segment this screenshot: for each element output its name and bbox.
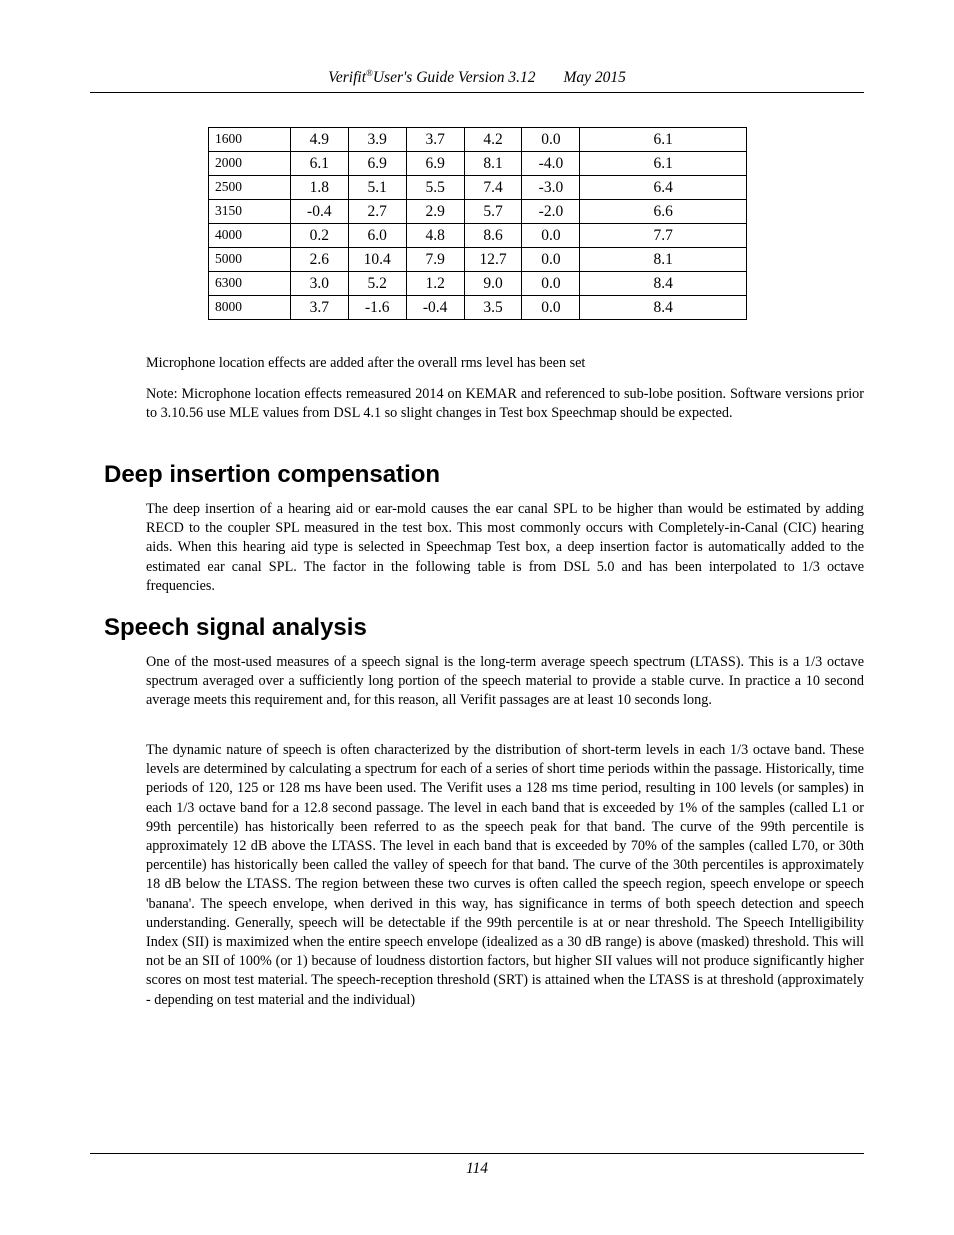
frequency-cell: 4000 bbox=[209, 224, 291, 248]
speech-ltass-paragraph: One of the most-used measures of a speech signal is the long-term average speech spectrum (LTASS). This is a 1/3 octave spectrum averaged over a sufficiently long portion of the speech material to provide a stable curve. In practice a 10 second average meets this requirement and, for this reason, all Verifit passages are at least 10 seconds long. bbox=[146, 654, 864, 709]
value-cell: 2.6 bbox=[290, 248, 348, 272]
value-cell: -4.0 bbox=[522, 152, 580, 176]
table-row bbox=[209, 248, 747, 272]
frequency-cell: 2000 bbox=[209, 152, 291, 176]
value-cell: 3.0 bbox=[290, 272, 348, 296]
page-header bbox=[90, 68, 864, 93]
frequency-cell: 6300 bbox=[209, 272, 291, 296]
value-cell: 6.9 bbox=[348, 152, 406, 176]
frequency-cell: 3150 bbox=[209, 200, 291, 224]
table-row bbox=[209, 176, 747, 200]
trademark-symbol: ® bbox=[366, 68, 373, 78]
value-cell: 0.0 bbox=[522, 272, 580, 296]
value-cell: -3.0 bbox=[522, 176, 580, 200]
header-title: User's Guide Version 3.12 bbox=[372, 69, 536, 86]
page-number: 114 bbox=[465, 1160, 489, 1177]
header-product: Verifit bbox=[328, 69, 366, 86]
value-cell: 1.2 bbox=[406, 272, 464, 296]
value-cell: -2.0 bbox=[522, 200, 580, 224]
table-row bbox=[209, 296, 747, 320]
speech-dynamics-paragraph: The dynamic nature of speech is often characterized by the distribution of short-term levels in each 1/3 octave band. These levels are determined by calculating a spectrum for each of a series of short time periods within the passage. Historically, time periods of 120, 125 or 128 ms have been used. The Verifit uses a 128 ms time period, resulting in 100 levels (or samples) in each 1/3 octave band for a 12.8 second passage. The level in each band that is exceeded by 1% of the samples (called L1 or 99th percentile) has historically been referred to as the speech peak for that band. The curve of the 99th percentile is approximately 12 dB above the LTASS. The level in each band that is exceeded by 70% of the samples (called L70, or 30th percentile) has historically been called the valley of speech for that band. The curve of the 30th percentiles is approximately 18 dB below the LTASS. The region between these two curves is often called the speech region, speech envelope or speech 'banana'. The speech envelope, when derived in this way, has significance in terms of both speech detection and speech understanding. Generally, speech will be detectable if the 99th percentile is at or near threshold. The Speech Intelligibility Index (SII) is maximized when the entire speech envelope (idealized as a 30 dB range) is above (masked) threshold. This will not be an SII of 100% (or 1) because of loudness distortion factors, but higher SII values will not produce significantly higher scores on most test material. The speech-reception threshold (SRT) is attained when the LTASS is at threshold (approximately - depending on test material and the individual) bbox=[146, 742, 864, 1008]
value-cell: 5.1 bbox=[348, 176, 406, 200]
value-cell: 0.0 bbox=[522, 248, 580, 272]
value-cell: -0.4 bbox=[290, 200, 348, 224]
value-cell: 4.2 bbox=[464, 128, 522, 152]
value-cell: 6.1 bbox=[290, 152, 348, 176]
value-cell: 8.4 bbox=[580, 296, 747, 320]
value-cell: 5.2 bbox=[348, 272, 406, 296]
value-cell: 3.7 bbox=[406, 128, 464, 152]
header-date: May 2015 bbox=[563, 69, 626, 86]
value-cell: 10.4 bbox=[348, 248, 406, 272]
value-cell: 6.4 bbox=[580, 176, 747, 200]
value-cell: 6.9 bbox=[406, 152, 464, 176]
value-cell: 0.0 bbox=[522, 224, 580, 248]
deep-insertion-paragraph: The deep insertion of a hearing aid or ear-mold causes the ear canal SPL to be higher than would be estimated by adding RECD to the coupler SPL measured in the test box. This most commonly occurs with Completely-in-Canal (CIC) hearing aids. When this hearing aid type is selected in Speechmap Test box, a deep insertion factor is automatically added to the estimated ear canal SPL. The factor in the following table is from DSL 5.0 and has been interpolated to 1/3 octave frequencies. bbox=[146, 501, 864, 594]
mic-effects-paragraph: Microphone location effects are added after the overall rms level has been set bbox=[146, 355, 586, 371]
value-cell: 5.5 bbox=[406, 176, 464, 200]
value-cell: 0.0 bbox=[522, 296, 580, 320]
value-cell: 8.6 bbox=[464, 224, 522, 248]
value-cell: 0.0 bbox=[522, 128, 580, 152]
value-cell: 7.9 bbox=[406, 248, 464, 272]
table-row bbox=[209, 200, 747, 224]
value-cell: 8.1 bbox=[580, 248, 747, 272]
value-cell: 3.7 bbox=[290, 296, 348, 320]
table-row bbox=[209, 224, 747, 248]
table-row bbox=[209, 272, 747, 296]
value-cell: 6.1 bbox=[580, 128, 747, 152]
value-cell: 2.9 bbox=[406, 200, 464, 224]
value-cell: 9.0 bbox=[464, 272, 522, 296]
value-cell: 3.9 bbox=[348, 128, 406, 152]
table-body bbox=[209, 128, 747, 320]
value-cell: 8.1 bbox=[464, 152, 522, 176]
heading-deep-insertion: Deep insertion compensation bbox=[104, 461, 441, 488]
value-cell: 7.4 bbox=[464, 176, 522, 200]
deep-insertion-values-table bbox=[208, 127, 747, 320]
table-row bbox=[209, 152, 747, 176]
frequency-cell: 5000 bbox=[209, 248, 291, 272]
value-cell: -1.6 bbox=[348, 296, 406, 320]
frequency-cell: 2500 bbox=[209, 176, 291, 200]
value-cell: 3.5 bbox=[464, 296, 522, 320]
value-cell: 0.2 bbox=[290, 224, 348, 248]
heading-speech-analysis: Speech signal analysis bbox=[104, 614, 367, 641]
value-cell: 6.6 bbox=[580, 200, 747, 224]
value-cell: 8.4 bbox=[580, 272, 747, 296]
value-cell: 7.7 bbox=[580, 224, 747, 248]
note-paragraph: Note: Microphone location effects remeasured 2014 on KEMAR and referenced to sub-lobe position. Software versions prior to 3.10.56 use MLE values from DSL 4.1 so slight changes in Test box Speechmap should be expected. bbox=[146, 386, 864, 422]
table-row bbox=[209, 128, 747, 152]
value-cell: 6.0 bbox=[348, 224, 406, 248]
value-cell: 4.8 bbox=[406, 224, 464, 248]
value-cell: 6.1 bbox=[580, 152, 747, 176]
value-cell: 2.7 bbox=[348, 200, 406, 224]
value-cell: 1.8 bbox=[290, 176, 348, 200]
frequency-cell: 8000 bbox=[209, 296, 291, 320]
value-cell: 4.9 bbox=[290, 128, 348, 152]
value-cell: 12.7 bbox=[464, 248, 522, 272]
page-footer bbox=[90, 1153, 864, 1179]
frequency-cell: 1600 bbox=[209, 128, 291, 152]
value-cell: -0.4 bbox=[406, 296, 464, 320]
value-cell: 5.7 bbox=[464, 200, 522, 224]
